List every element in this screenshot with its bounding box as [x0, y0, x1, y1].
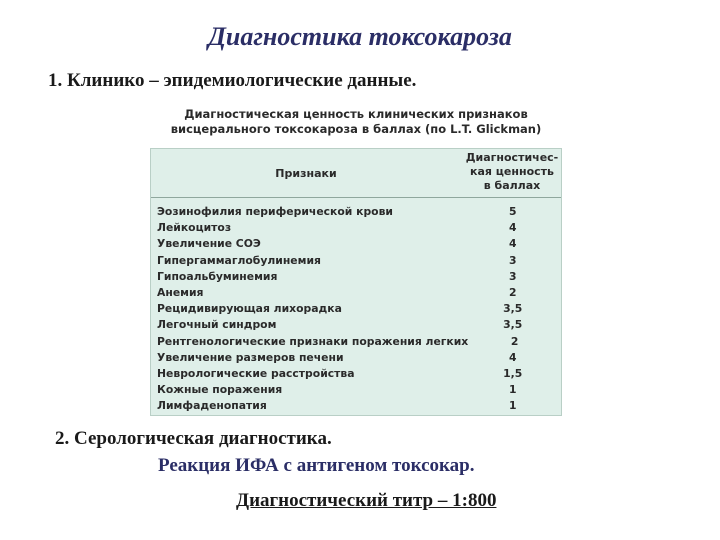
sign-cell: Лимфаденопатия [157, 399, 267, 413]
value-cell: 2 [508, 285, 517, 299]
table-header [151, 149, 561, 198]
sign-cell: Гипергаммаглобулинемия [157, 253, 321, 267]
header-value-line-3: в баллах [483, 179, 541, 192]
table-caption [150, 107, 562, 137]
table-row [151, 302, 561, 318]
table-caption-line-1: Диагностическая ценность клинических признаков [184, 107, 528, 121]
elisa-reaction-text: Реакция ИФА с антигеном токсокар. [158, 455, 475, 476]
value-cell: 1 [508, 383, 517, 397]
header-value-line-2: кая ценность [469, 165, 554, 178]
table-row [151, 383, 561, 399]
table-row [151, 367, 561, 383]
section-serology-heading: 2. Серологическая диагностика. [55, 428, 332, 449]
table-row [151, 205, 561, 221]
sign-cell: Эозинофилия периферической крови [157, 205, 393, 218]
value-cell: 3,5 [503, 302, 523, 316]
value-cell: 5 [508, 205, 517, 218]
value-cell: 3,5 [503, 318, 523, 332]
diagnostic-value-table [150, 148, 562, 416]
sign-cell: Рецидивирующая лихорадка [157, 302, 342, 316]
slide-title: Диагностика токсокароза [208, 22, 512, 51]
header-diagnostic-value [463, 151, 561, 193]
table-row [151, 399, 561, 415]
table-row [151, 270, 561, 286]
sign-cell: Увеличение СОЭ [157, 237, 261, 251]
diagnostic-titer-text: Диагностический титр – 1:800 [236, 490, 497, 511]
value-cell: 1,5 [503, 366, 523, 380]
sign-cell: Лейкоцитоз [157, 221, 232, 235]
table-row [151, 335, 561, 351]
table-row [151, 351, 561, 367]
sign-cell: Неврологические расстройства [157, 366, 355, 380]
table-caption-line-2: висцерального токсокароза в баллах (по L.T. Glickman) [170, 122, 542, 136]
sign-cell: Рентгенологические признаки поражения легких [157, 334, 469, 348]
sign-cell: Легочный синдром [157, 318, 277, 332]
value-cell: 2 [510, 334, 519, 348]
sign-cell: Кожные поражения [157, 383, 283, 397]
header-value-line-1: Диагностичес- [465, 151, 559, 164]
table-row [151, 237, 561, 253]
sign-cell: Увеличение размеров печени [157, 350, 344, 364]
table-row [151, 318, 561, 334]
value-cell: 4 [508, 350, 517, 364]
value-cell: 3 [508, 253, 517, 267]
header-signs: Признаки [275, 167, 337, 180]
value-cell: 1 [508, 399, 517, 413]
table-body [151, 205, 561, 415]
section-clinical-heading: 1. Клинико – эпидемиологические данные. [48, 70, 417, 91]
sign-cell: Анемия [157, 285, 204, 299]
table-row [151, 221, 561, 237]
value-cell: 3 [508, 269, 517, 283]
sign-cell: Гипоальбуминемия [157, 269, 278, 283]
table-row [151, 286, 561, 302]
value-cell: 4 [508, 221, 517, 235]
table-row [151, 254, 561, 270]
value-cell: 4 [508, 237, 517, 251]
